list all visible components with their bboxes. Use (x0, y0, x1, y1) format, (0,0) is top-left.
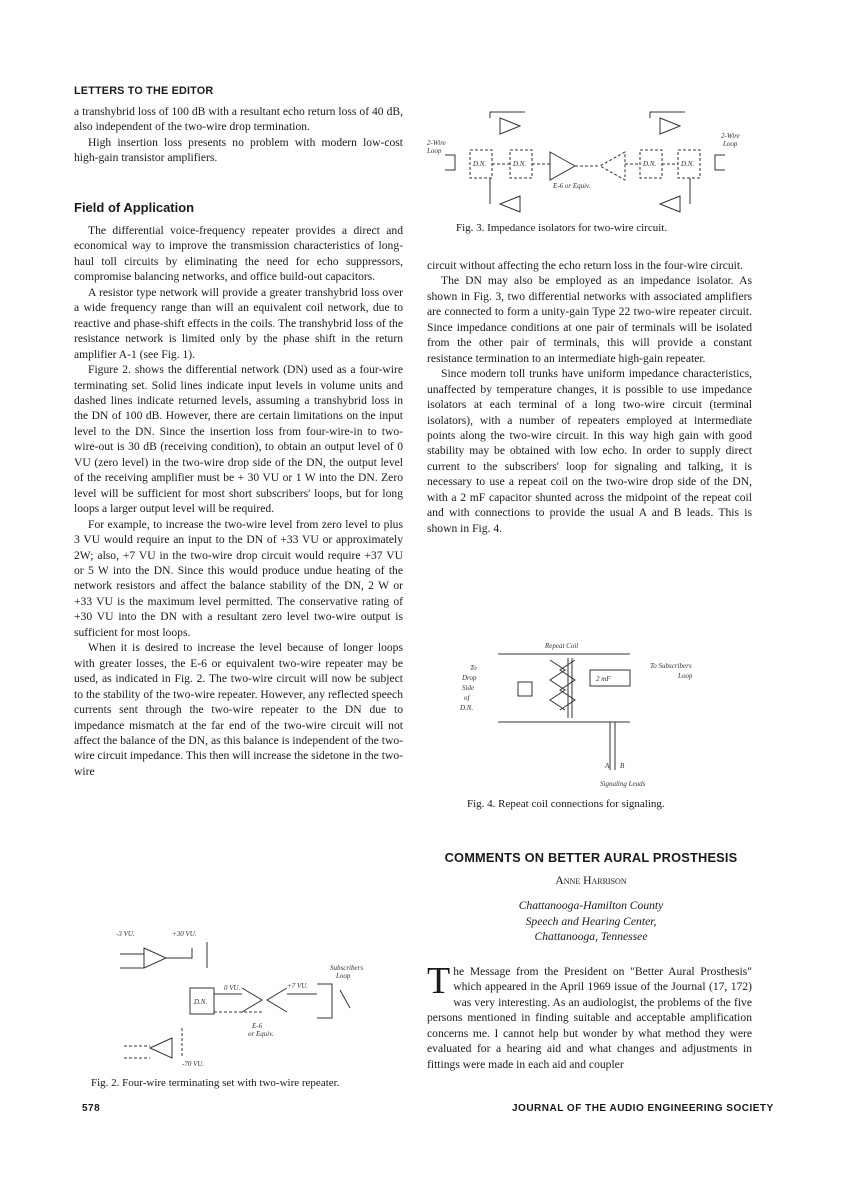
journal-name: JOURNAL OF THE AUDIO ENGINEERING SOCIETY (512, 1103, 774, 1114)
fig2-diagram (112, 928, 392, 1068)
fig4-label: Signaling Leads (600, 780, 646, 788)
fig4-label: B (620, 762, 625, 770)
right-column-body (427, 258, 752, 536)
article-title: COMMENTS ON BETTER AURAL PROSTHESIS (444, 850, 738, 865)
running-head: LETTERS TO THE EDITOR (74, 85, 214, 97)
fig2-label: Subscribers (330, 964, 364, 972)
affiliation-line: Chattanooga, Tennessee (534, 930, 648, 943)
fig4-label: Loop (678, 672, 693, 680)
paragraph: circuit without affecting the echo return loss in the four-wire circuit. (427, 259, 744, 272)
fig2-label: +30 VU. (172, 930, 197, 938)
article-affiliation (428, 898, 754, 945)
fig4-label: Repeat Coil (545, 642, 579, 650)
fig3-caption: Fig. 3. Impedance isolators for two-wire circuit. (456, 222, 668, 234)
fig4-label: D.N. (460, 704, 474, 712)
article-body (427, 960, 752, 1072)
fig2-label: E-6 (252, 1022, 263, 1030)
paragraph: a transhybrid loss of 100 dB with a resultant echo return loss of 40 dB, also independent of the two-wire drop termination. (74, 105, 403, 134)
fig2-label: or Equiv. (248, 1030, 274, 1038)
paragraph: Since modern toll trunks have uniform impedance characteristics, unaffected by temperature changes, it is possible to use impedance isolators at each terminal of a long two-wire circuit (terminal isolators), with a number of repeaters employed at intermediate points along the two-wire circuit. In this way high gain with good stability may be obtained with low echo. In order to supply direct current to the subscribers' loop for signaling and talking, it is necessary to use a repeat coil on the two-wire drop side of the DN, with a 2 mF capacitor shunted across the midpoint of the repeat coil and with connections to provide the usual A and B leads. This is shown in Fig. 4. (427, 367, 752, 535)
fig3-label: D.N. (473, 160, 487, 168)
paragraph: The differential voice-frequency repeater provides a direct and economical way to improve the transmission characteristics of long-haul toll circuits by eliminating the need for echo suppressors, compromise balancing networks, and office build-out capacitors. (74, 224, 403, 284)
fig3-label: Loop (427, 147, 442, 155)
article-text: he Message from the President on "Better Aural Prosthesis" which appeared in the April 1969 issue of the Journal (17, 172) was very interesting. As an audiologist, the problems of the five persons mentioned in finding suitable and acceptable amplification concerns me. I cannot help but wonder by what method they were evaluated for a hearing aid and what changes and adjustments in fittings were made in each aid and coupler (427, 965, 752, 1071)
fig2-label: -3 VU. (116, 930, 135, 938)
fig3-label: D.N. (681, 160, 695, 168)
fig2-label: D.N. (194, 998, 208, 1006)
left-column-body (74, 223, 403, 779)
fig3-label: E-6 or Equiv. (553, 182, 591, 190)
fig2-label: -70 VU. (182, 1060, 205, 1068)
fig3-label: Loop (723, 140, 738, 148)
drop-cap: T (427, 960, 451, 1002)
article-author: Anne Harrison (555, 874, 627, 887)
fig2-label: 0 VU. (224, 984, 241, 992)
paragraph: When it is desired to increase the level because of longer loops with greater losses, the E-6 or equivalent two-wire repeater may be used, as indicated in Fig. 2. The two-wire circuit will now be subject to the stability of the two-wire repeater. However, any reflected speech currents sent through the two-wire repeater to the DN due to impedance mismatch at the far end of the two-wire circuit will not affect the balance of the DN, as this balance is independent of the two-wire circuit impedance. This then will increase the sidetone in the two-wire (74, 641, 403, 778)
fig4-diagram (450, 640, 740, 790)
fig4-label: To Subscribers (650, 662, 692, 670)
paragraph: For example, to increase the two-wire level from zero level to plus 3 VU would require an input to the DN of +33 VU or approximately 2W; also, +7 VU in the two-wire drop circuit would require +37 VU or 5 W into the DN. Since this would produce undue heating of the network resistors and affect the balance stability of the DN, 2 W or +33 VU is the maximum level permitted. The conservative rating of +30 VU into the DN with a resultant zero level two-wire output is sufficient for most loops. (74, 517, 403, 639)
section-heading: Field of Application (74, 200, 195, 215)
fig3-diagram (425, 110, 755, 220)
fig3-label: 2-Wire (721, 132, 740, 140)
fig4-label: Drop (462, 674, 477, 682)
paragraph: A resistor type network will provide a greater transhybrid loss over a wide frequency range than will an equivalent coil network, due to reactive and phase-shift effects in the coils. The transhybrid loss of the resistance network is limited only by the phase shift in the return amplifier A-1 (see Fig. 1). (74, 285, 403, 361)
fig3-label: 2-Wire (427, 139, 446, 147)
paragraph: The DN may also be employed as an impedance isolator. As shown in Fig. 3, two differential networks with associated amplifiers are connected to form a unity-gain Type 22 two-wire repeater circuit. Since impedance conditions at one pair of terminals will be isolated from the other pair of terminals, this will provide a constant resistance termination to an intermediate high-gain repeater. (427, 274, 752, 365)
fig3-label: D.N. (643, 160, 657, 168)
fig4-label: 2 mF (596, 675, 611, 683)
fig2-caption: Fig. 2. Four-wire terminating set with two-wire repeater. (91, 1077, 340, 1089)
fig4-caption: Fig. 4. Repeat coil connections for signaling. (467, 798, 665, 810)
fig4-label: Side (462, 684, 475, 692)
fig4-label: A (605, 762, 610, 770)
paragraph: Figure 2. shows the differential network (DN) used as a four-wire terminating set. Solid lines indicate input levels in volume units and dashed lines indicate returned levels, assuming a transhybrid loss in the DN of 100 dB. However, there are certain limitations on the input level to the DN. Since the insertion loss from four-wire-in to two-wire-out is 30 dB (receiving condition), to obtain an output level of 0 VU (zero level) in the two-wire drop side of the DN, the output level of the receiving amplifier must be + 30 VU or 1 W into the DN. Zero level will be sufficient for most short subscribers' loops, but for long loops a larger output level will be required. (74, 363, 403, 516)
fig4-label: To (470, 664, 477, 672)
affiliation-line: Chattanooga-Hamilton County (518, 899, 664, 912)
affiliation-line: Speech and Hearing Center, (525, 914, 657, 928)
fig3-label: D.N. (513, 160, 527, 168)
fig2-label: +7 VU. (287, 982, 309, 990)
paragraph: High insertion loss presents no problem with modern low-cost high-gain transistor amplifiers. (74, 135, 403, 165)
page-number: 578 (82, 1103, 101, 1114)
fig4-label: of (464, 694, 470, 702)
fig2-label: Loop (336, 972, 351, 980)
left-column-top (74, 104, 403, 166)
